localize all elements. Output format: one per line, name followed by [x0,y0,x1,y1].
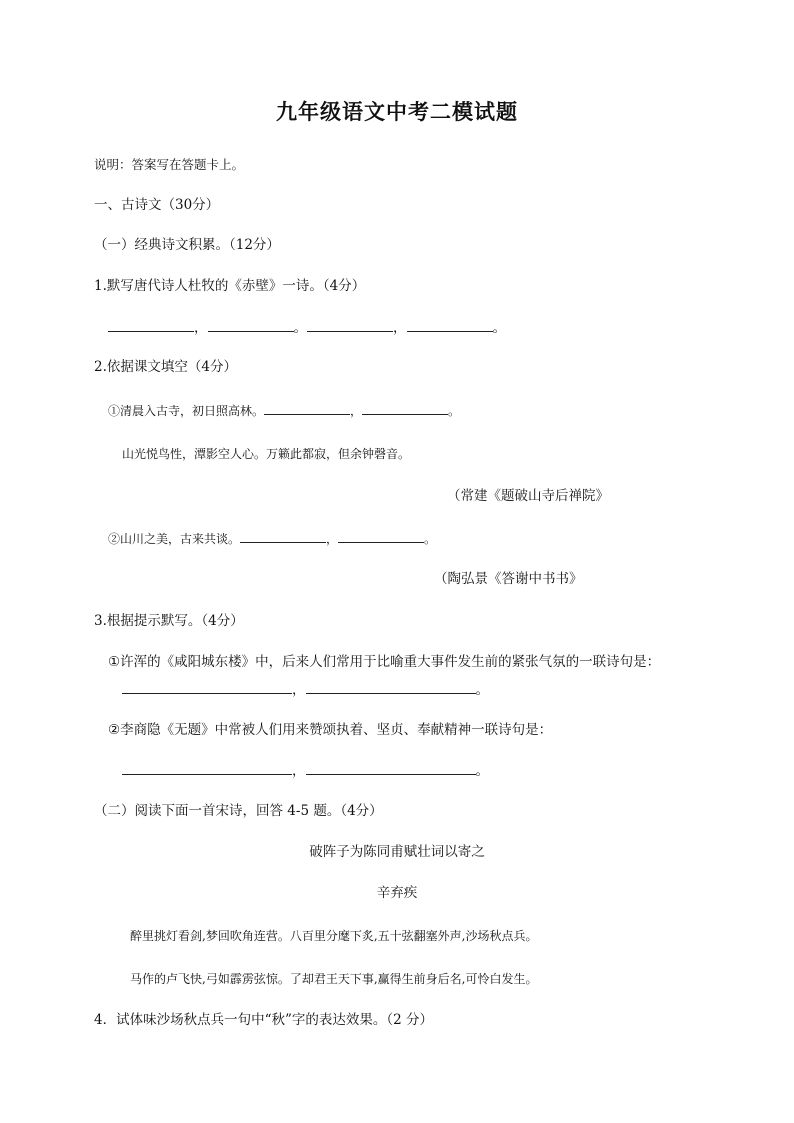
answer-blank[interactable] [108,318,194,332]
answer-blank[interactable] [122,761,292,775]
punctuation: 。 [424,532,437,546]
question-3: 3.根据提示默写。（4分） [94,613,244,629]
exam-note: 说明：答案写在答题卡上。 [94,157,245,172]
punctuation: ， [292,682,306,698]
answer-blank[interactable] [122,680,292,694]
question-2: 2.依据课文填空（4分） [94,359,237,375]
answer-blank[interactable] [307,318,393,332]
question-2-source-2: （陶弘景《答谢中书书》 [434,571,583,587]
answer-blank[interactable] [407,318,493,332]
punctuation: 。 [475,682,489,698]
answer-blank[interactable] [306,680,476,694]
question-3-item-1: ①许浑的《咸阳城东楼》中，后来人们常用于比喻重大事件发生前的紧张气氛的一联诗句是： [108,654,661,670]
item-text: ②山川之美，古来共谈。 [108,532,241,546]
question-2-item-2 [108,529,436,548]
page-title: 九年级语文中考二模试题 [276,100,518,124]
poem-title: 破阵子为陈同甫赋壮词以寄之 [309,844,485,860]
answer-blank[interactable] [362,401,448,415]
part-2-heading: （二）阅读下面一首宋诗，回答 4-5 题。（4分） [94,803,383,819]
poem-author: 辛弃疾 [376,885,418,901]
question-4: 4．试体味沙场秋点兵一句中“秋”字的表达效果。（2 分） [94,1012,434,1028]
answer-blank[interactable] [240,529,326,543]
part-1-heading: （一）经典诗文积累。（12分） [94,237,280,253]
punctuation: ， [326,532,339,546]
punctuation: 。 [293,320,307,336]
question-3-item-1-answer-line [122,680,489,699]
question-1-answer-line [108,318,506,337]
poem-line-2: 马作的卢飞快,弓如霹雳弦惊。了却君王天下事,赢得生前身后名,可怜白发生。 [130,972,538,986]
punctuation: 。 [448,404,461,418]
question-2-item-1 [108,401,460,420]
item-text: ①清晨入古寺，初日照高林。 [108,404,265,418]
punctuation: 。 [492,320,506,336]
answer-blank[interactable] [306,761,476,775]
answer-blank[interactable] [264,401,350,415]
question-1: 1.默写唐代诗人杜牧的《赤壁》一诗。（4分） [94,278,366,294]
question-3-item-2: ②李商隐《无题》中常被人们用来赞颂执着、坚贞、奉献精神一联诗句是： [108,722,553,738]
answer-blank[interactable] [338,529,424,543]
section-1-heading: 一、古诗文（30分） [94,197,220,213]
punctuation: 。 [475,763,489,779]
question-2-item-1-line-2: 山光悦鸟性，潭影空人心。万籁此都寂，但余钟磬音。 [122,447,411,461]
punctuation: ， [194,320,208,336]
question-3-item-2-answer-line [122,761,489,780]
question-2-source-1: （常建《题破山寺后禅院》 [447,488,609,504]
punctuation: ， [393,320,407,336]
poem-line-1: 醉里挑灯看剑,梦回吹角连营。八百里分麾下炙,五十弦翻塞外声,沙场秋点兵。 [130,929,538,943]
punctuation: ， [292,763,306,779]
answer-blank[interactable] [208,318,294,332]
punctuation: ， [350,404,363,418]
